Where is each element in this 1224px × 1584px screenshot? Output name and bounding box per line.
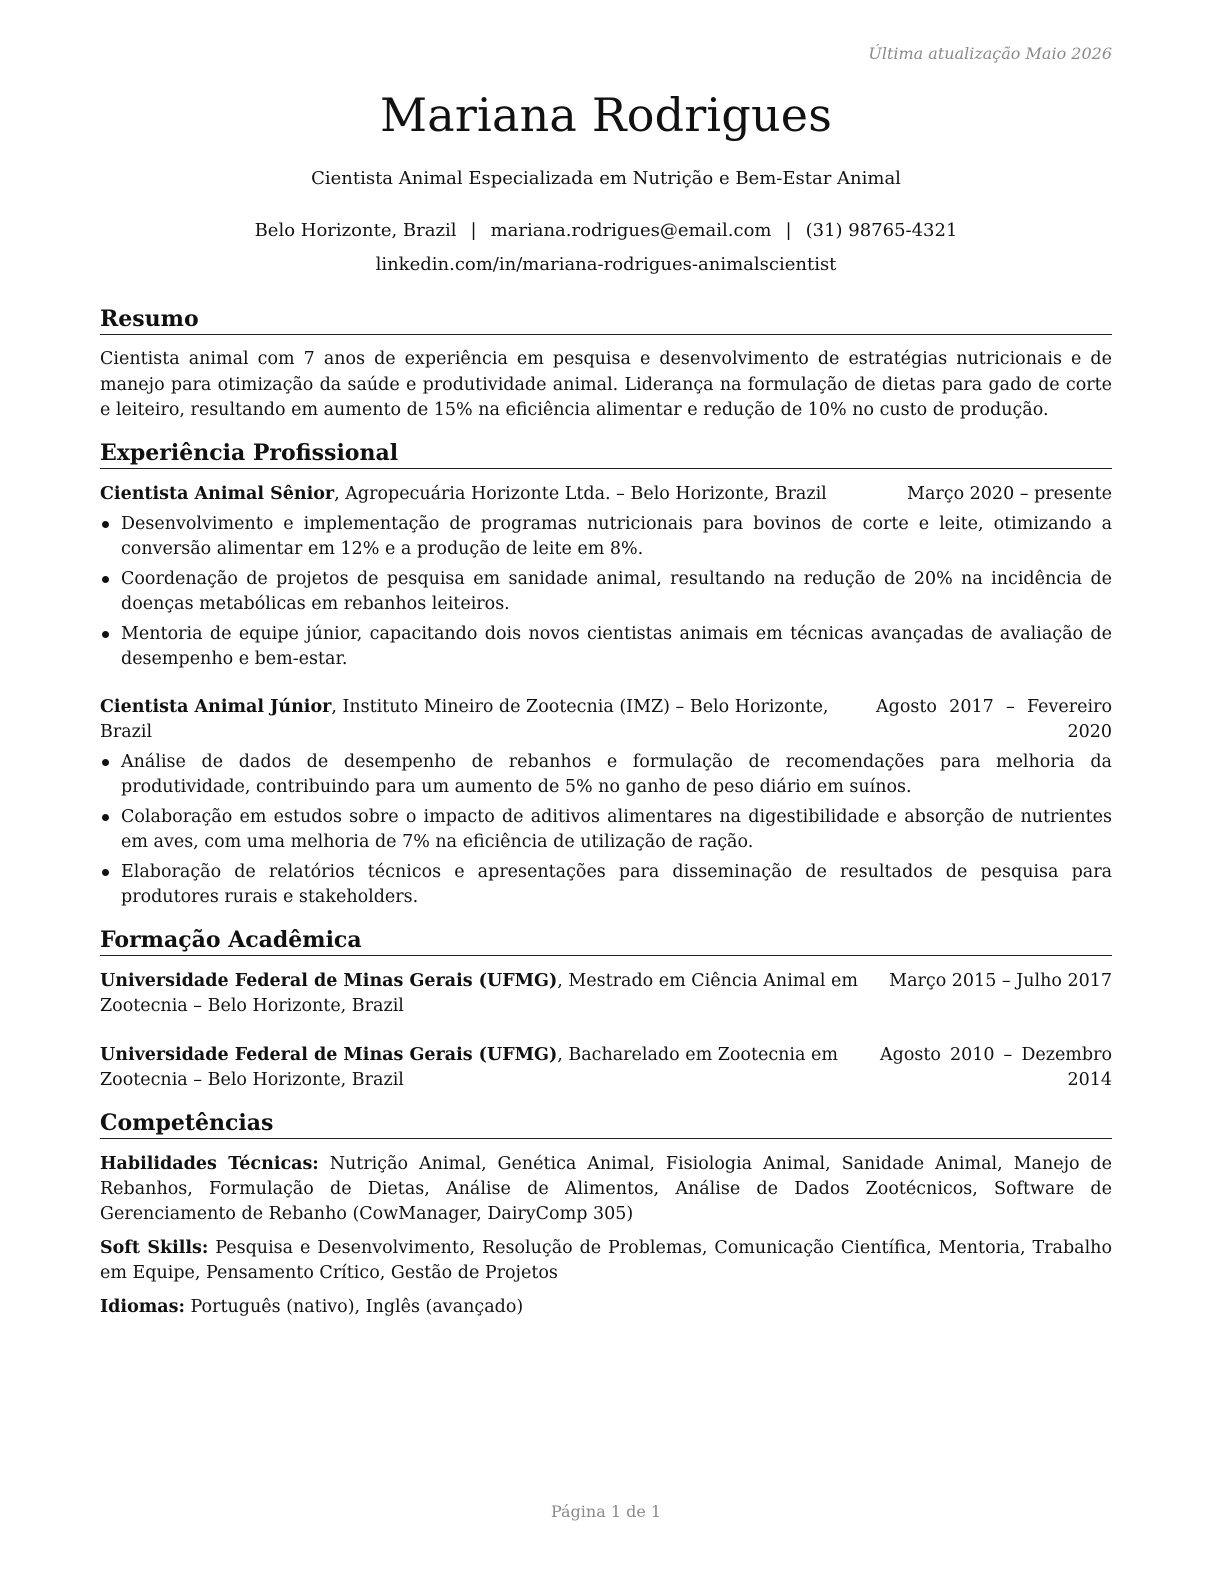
linkedin-link[interactable]: linkedin.com/in/mariana-rodrigues-animalscientist xyxy=(375,254,837,275)
education-dates: Agosto 2010 – Dezembro 2014 xyxy=(880,1045,1112,1090)
job-header xyxy=(100,482,1112,507)
summary-text: Cientista animal com 7 anos de experiência em pesquisa e desenvolvimento de estratégias nutricionais e de manejo para otimização da saúde e produtividade animal. Liderança na formulação de dietas para gado de corte e leiteiro, resultando em aumento de 15% na eficiência alimentar e redução de 10% no custo de produção. xyxy=(100,349,1112,420)
skills-label: Soft Skills: xyxy=(100,1238,209,1258)
phone-number: (31) 98765-4321 xyxy=(805,220,958,241)
list-item: Colaboração em estudos sobre o impacto de aditivos alimentares na digestibilidade e absorção de nutrientes em aves, com uma melhoria de 7% na eficiência de utilização de ração. xyxy=(100,805,1112,855)
education-school: Universidade Federal de Minas Gerais (UFMG) xyxy=(100,971,558,991)
last-updated: Última atualização Maio 2026 xyxy=(868,44,1112,63)
section-title-skills: Competências xyxy=(100,1110,1112,1139)
skills-label: Idiomas: xyxy=(100,1297,185,1317)
job-role: Cientista Animal Sênior xyxy=(100,484,335,504)
job-organization: , Agropecuária Horizonte Ltda. – Belo Horizonte, Brazil xyxy=(334,484,827,504)
list-item: Análise de dados de desempenho de rebanhos e formulação de recomendações para melhoria da produtividade, contribuindo para um aumento de 5% no ganho de peso diário em suínos. xyxy=(100,750,1112,800)
job-bullets xyxy=(100,750,1112,915)
contact-separator: | xyxy=(785,220,792,241)
job-dates: Março 2020 – presente xyxy=(907,484,1112,504)
education-degree: , Bacharelado em Zootecnia em Zootecnia – Belo Horizonte, Brazil xyxy=(100,1045,838,1090)
skills-languages xyxy=(100,1295,1112,1320)
person-name: Mariana Rodrigues xyxy=(379,88,833,142)
skills-technical xyxy=(100,1152,1112,1227)
contact-separator: | xyxy=(470,220,477,241)
section-title-experience: Experiência Profissional xyxy=(100,440,1112,469)
education-school: Universidade Federal de Minas Gerais (UFMG) xyxy=(100,1045,558,1065)
job-bullets xyxy=(100,512,1112,677)
section-title-education: Formação Acadêmica xyxy=(100,927,1112,956)
skills-text: Português (nativo), Inglês (avançado) xyxy=(184,1297,524,1317)
email-link[interactable]: mariana.rodrigues@email.com xyxy=(490,220,772,241)
skills-text: Nutrição Animal, Genética Animal, Fisiologia Animal, Sanidade Animal, Manejo de Rebanhos, Formulação de Dietas, Análise de Alimentos, Análise de Dados Zootécnicos, Software de Gerenciamento de Rebanho (CowManager, DairyComp 305) xyxy=(100,1154,1112,1224)
section-title-summary: Resumo xyxy=(100,306,1112,335)
skills-text: Pesquisa e Desenvolvimento, Resolução de Problemas, Comunicação Científica, Mentoria, Trabalho em Equipe, Pensamento Crítico, Gestão de Projetos xyxy=(100,1238,1112,1283)
skills-soft xyxy=(100,1236,1112,1286)
skills-label: Habilidades Técnicas: xyxy=(100,1154,319,1174)
page-number: Página 1 de 1 xyxy=(550,1502,662,1521)
job-organization: , Instituto Mineiro de Zootecnia (IMZ) – Belo Horizonte, Brazil xyxy=(100,697,829,742)
location: Belo Horizonte, Brazil xyxy=(254,220,457,241)
list-item: Coordenação de projetos de pesquisa em sanidade animal, resultando na redução de 20% na incidência de doenças metabólicas em rebanhos leiteiros. xyxy=(100,567,1112,617)
resume-page xyxy=(100,0,1112,1584)
list-item: Mentoria de equipe júnior, capacitando dois novos cientistas animais em técnicas avançadas de avaliação de desempenho e bem-estar. xyxy=(100,622,1112,672)
professional-title: Cientista Animal Especializada em Nutrição e Bem-Estar Animal xyxy=(311,168,901,189)
job-header xyxy=(100,695,1112,745)
job-role: Cientista Animal Júnior xyxy=(100,697,332,717)
list-item: Elaboração de relatórios técnicos e apresentações para disseminação de resultados de pesquisa para produtores rurais e stakeholders. xyxy=(100,860,1112,910)
education-degree: , Mestrado em Ciência Animal em Zootecnia – Belo Horizonte, Brazil xyxy=(100,971,858,1016)
contact-line xyxy=(100,220,1112,241)
job-dates: Agosto 2017 – Fevereiro 2020 xyxy=(876,697,1112,742)
education-dates: Março 2015 – Julho 2017 xyxy=(889,971,1112,991)
list-item: Desenvolvimento e implementação de programas nutricionais para bovinos de corte e leite, otimizando a conversão alimentar em 12% e a produção de leite em 8%. xyxy=(100,512,1112,562)
education-entry xyxy=(100,1043,1112,1093)
education-entry xyxy=(100,969,1112,1019)
